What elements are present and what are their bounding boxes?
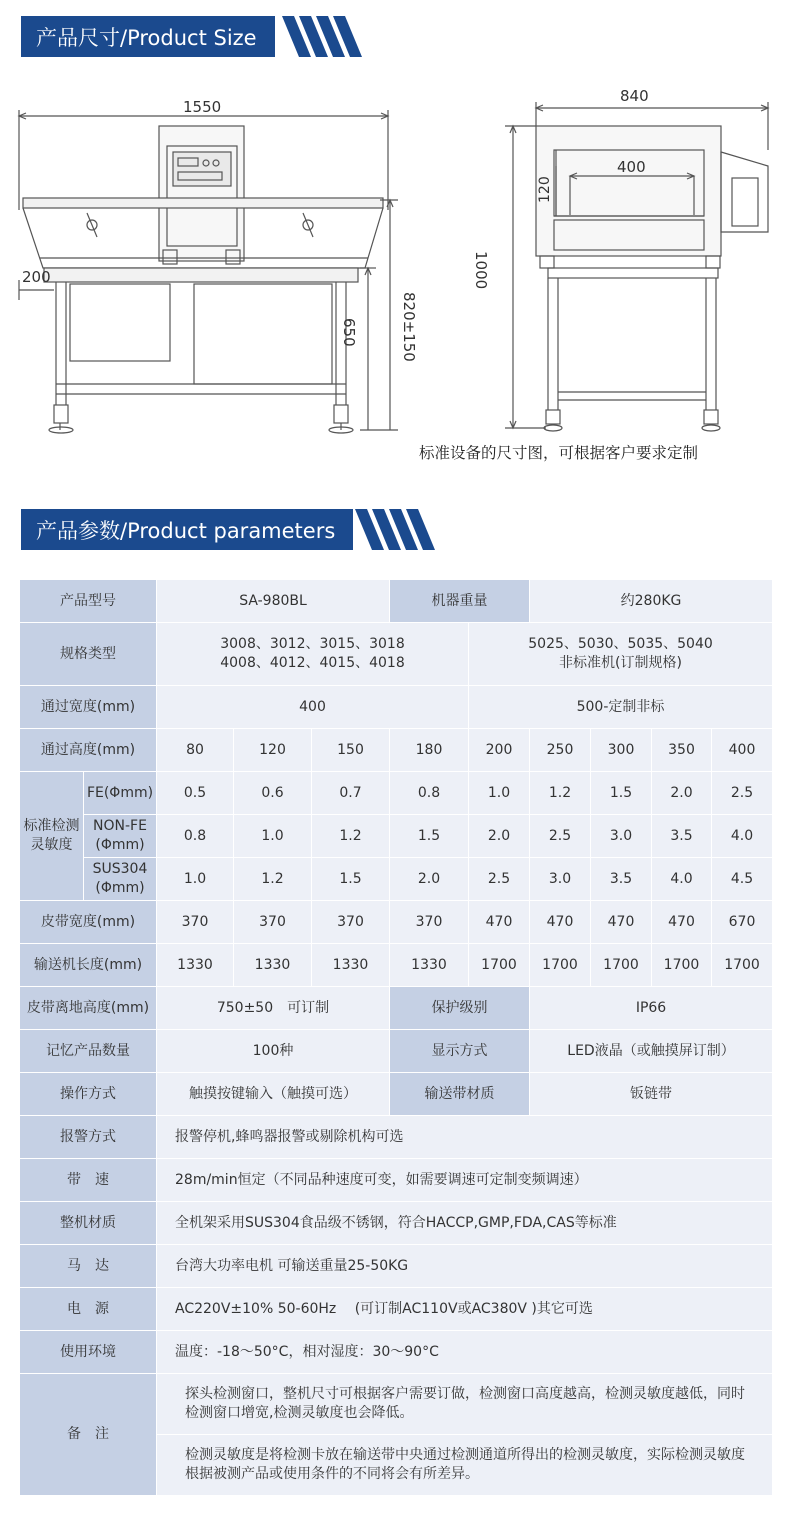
belt-width-label: 皮带宽度(mm): [20, 901, 157, 944]
operation-label: 操作方式: [20, 1073, 157, 1116]
table-cell: 150: [312, 729, 390, 772]
table-cell: 2.5: [712, 772, 773, 815]
table-cell: 1.2: [312, 815, 390, 858]
dim-side-height: 1000: [472, 251, 490, 290]
drawing-caption: 标准设备的尺寸图，可根据客户要求定制: [419, 444, 699, 462]
table-row: [20, 858, 773, 901]
table-cell: 400: [712, 729, 773, 772]
table-cell: 0.7: [312, 772, 390, 815]
material-label: 整机材质: [20, 1202, 157, 1245]
fe-label: FE(Φmm): [84, 772, 157, 815]
table-row: [20, 729, 773, 772]
parameter-table: [19, 579, 773, 1496]
table-row: [20, 1331, 773, 1374]
dim-side-width: 840: [620, 87, 649, 105]
belt-material-label: 输送带材质: [390, 1073, 530, 1116]
protection-value: IP66: [530, 987, 773, 1030]
belt-height-value: 750±50 可订制: [157, 987, 390, 1030]
table-cell: 1.0: [157, 858, 234, 901]
power-value: AC220V±10% 50-60Hz (可订制AC110V或AC380V )其它可选: [157, 1288, 773, 1331]
dim-front-left: 200: [22, 268, 51, 286]
spec-right: 5025、5030、5035、5040 非标准机(订制规格): [469, 623, 773, 686]
table-cell: 1330: [390, 944, 469, 987]
table-cell: 1.5: [390, 815, 469, 858]
sus-label: SUS304 (Φmm): [84, 858, 157, 901]
table-row: [20, 1374, 773, 1435]
dim-front-total-height: 820±150: [400, 292, 418, 362]
table-cell: 1330: [234, 944, 312, 987]
table-row: [20, 987, 773, 1030]
section-banner-parameters: [21, 509, 353, 550]
table-row: [20, 1159, 773, 1202]
speed-label: 带 速: [20, 1159, 157, 1202]
table-cell: 1.2: [530, 772, 591, 815]
table-cell: 2.0: [390, 858, 469, 901]
table-cell: 0.8: [390, 772, 469, 815]
table-cell: 1.5: [591, 772, 652, 815]
table-cell: 1700: [712, 944, 773, 987]
memory-label: 记忆产品数量: [20, 1030, 157, 1073]
pass-height-label: 通过高度(mm): [20, 729, 157, 772]
display-label: 显示方式: [390, 1030, 530, 1073]
section-banner-size: [21, 16, 275, 57]
stripes-icon: [339, 509, 439, 550]
belt-height-label: 皮带离地高度(mm): [20, 987, 157, 1030]
table-cell: 300: [591, 729, 652, 772]
display-value: LED液晶（或触摸屏订制）: [530, 1030, 773, 1073]
table-cell: 370: [157, 901, 234, 944]
power-label: 电 源: [20, 1288, 157, 1331]
model-label: 产品型号: [20, 580, 157, 623]
material-value: 全机架采用SUS304食品级不锈钢，符合HACCP,GMP,FDA,CAS等标准: [157, 1202, 773, 1245]
dim-side-opening: 400: [617, 158, 646, 176]
table-cell: 670: [712, 901, 773, 944]
table-cell: 80: [157, 729, 234, 772]
table-cell: 1700: [469, 944, 530, 987]
spec-left: 3008、3012、3015、3018 4008、4012、4015、4018: [157, 623, 469, 686]
table-cell: 4.0: [652, 858, 712, 901]
pass-width-right: 500-定制非标: [469, 686, 773, 729]
pass-width-left: 400: [157, 686, 469, 729]
table-cell: 180: [390, 729, 469, 772]
table-cell: 3.5: [591, 858, 652, 901]
table-row: [20, 1288, 773, 1331]
table-cell: 120: [234, 729, 312, 772]
motor-value: 台湾大功率电机 可输送重量25-50KG: [157, 1245, 773, 1288]
table-cell: 470: [469, 901, 530, 944]
motor-label: 马 达: [20, 1245, 157, 1288]
remark-1: 探头检测窗口，整机尺寸可根据客户需要订做，检测窗口高度越高，检测灵敏度越低，同时检测窗口增宽,检测灵敏度也会降低。: [157, 1374, 773, 1435]
table-row: [20, 686, 773, 729]
table-cell: 1700: [530, 944, 591, 987]
dim-side-opening-height: 120: [537, 176, 553, 203]
weight-label: 机器重量: [390, 580, 530, 623]
table-cell: 1.2: [234, 858, 312, 901]
table-cell: 3.5: [652, 815, 712, 858]
dim-front-width: 1550: [183, 98, 222, 116]
table-cell: 2.5: [530, 815, 591, 858]
table-cell: 370: [390, 901, 469, 944]
table-cell: 470: [530, 901, 591, 944]
section-title: 产品参数/Product parameters: [21, 509, 353, 550]
dim-front-leg-height: 650: [340, 318, 358, 347]
stripes-icon: [266, 16, 366, 57]
table-cell: 2.5: [469, 858, 530, 901]
section-title: 产品尺寸/Product Size: [21, 16, 275, 57]
dimension-drawings: [0, 80, 790, 480]
table-row: [20, 944, 773, 987]
belt-material-value: 钣链带: [530, 1073, 773, 1116]
table-cell: 4.5: [712, 858, 773, 901]
table-row: [20, 901, 773, 944]
table-cell: 0.6: [234, 772, 312, 815]
sensitivity-label: 标准检测 灵敏度: [20, 772, 84, 901]
table-cell: 0.8: [157, 815, 234, 858]
table-cell: 1330: [312, 944, 390, 987]
table-cell: 1.5: [312, 858, 390, 901]
table-cell: 350: [652, 729, 712, 772]
env-value: 温度：-18～50°C，相对湿度：30～90°C: [157, 1331, 773, 1374]
table-cell: 3.0: [591, 815, 652, 858]
table-row: [20, 1245, 773, 1288]
table-row: [20, 623, 773, 686]
table-row: [20, 1030, 773, 1073]
table-cell: 470: [591, 901, 652, 944]
speed-value: 28m/min恒定（不同品种速度可变，如需要调速可定制变频调速）: [157, 1159, 773, 1202]
alarm-label: 报警方式: [20, 1116, 157, 1159]
table-cell: 1.0: [234, 815, 312, 858]
table-row: [20, 1116, 773, 1159]
remark-label: 备 注: [20, 1374, 157, 1496]
table-row: [20, 1073, 773, 1116]
table-cell: 200: [469, 729, 530, 772]
table-cell: 1700: [652, 944, 712, 987]
table-row: [20, 772, 773, 815]
protection-label: 保护级别: [390, 987, 530, 1030]
table-cell: 2.0: [652, 772, 712, 815]
table-row: [20, 1202, 773, 1245]
table-cell: 370: [234, 901, 312, 944]
table-cell: 2.0: [469, 815, 530, 858]
table-cell: 1700: [591, 944, 652, 987]
alarm-value: 报警停机,蜂鸣器报警或剔除机构可选: [157, 1116, 773, 1159]
table-cell: 1330: [157, 944, 234, 987]
pass-width-label: 通过宽度(mm): [20, 686, 157, 729]
spec-label: 规格类型: [20, 623, 157, 686]
table-cell: 370: [312, 901, 390, 944]
memory-value: 100种: [157, 1030, 390, 1073]
weight-value: 约280KG: [530, 580, 773, 623]
operation-value: 触摸按键输入（触摸可选）: [157, 1073, 390, 1116]
remark-2: 检测灵敏度是将检测卡放在输送带中央通过检测通道所得出的检测灵敏度，实际检测灵敏度根据被测产品或使用条件的不同将会有所差异。: [157, 1435, 773, 1496]
table-cell: 4.0: [712, 815, 773, 858]
table-row: [20, 580, 773, 623]
table-cell: 0.5: [157, 772, 234, 815]
table-cell: 470: [652, 901, 712, 944]
table-cell: 250: [530, 729, 591, 772]
table-row: [20, 815, 773, 858]
env-label: 使用环境: [20, 1331, 157, 1374]
model-value: SA-980BL: [157, 580, 390, 623]
table-cell: 1.0: [469, 772, 530, 815]
conveyor-length-label: 输送机长度(mm): [20, 944, 157, 987]
nonfe-label: NON-FE (Φmm): [84, 815, 157, 858]
table-cell: 3.0: [530, 858, 591, 901]
